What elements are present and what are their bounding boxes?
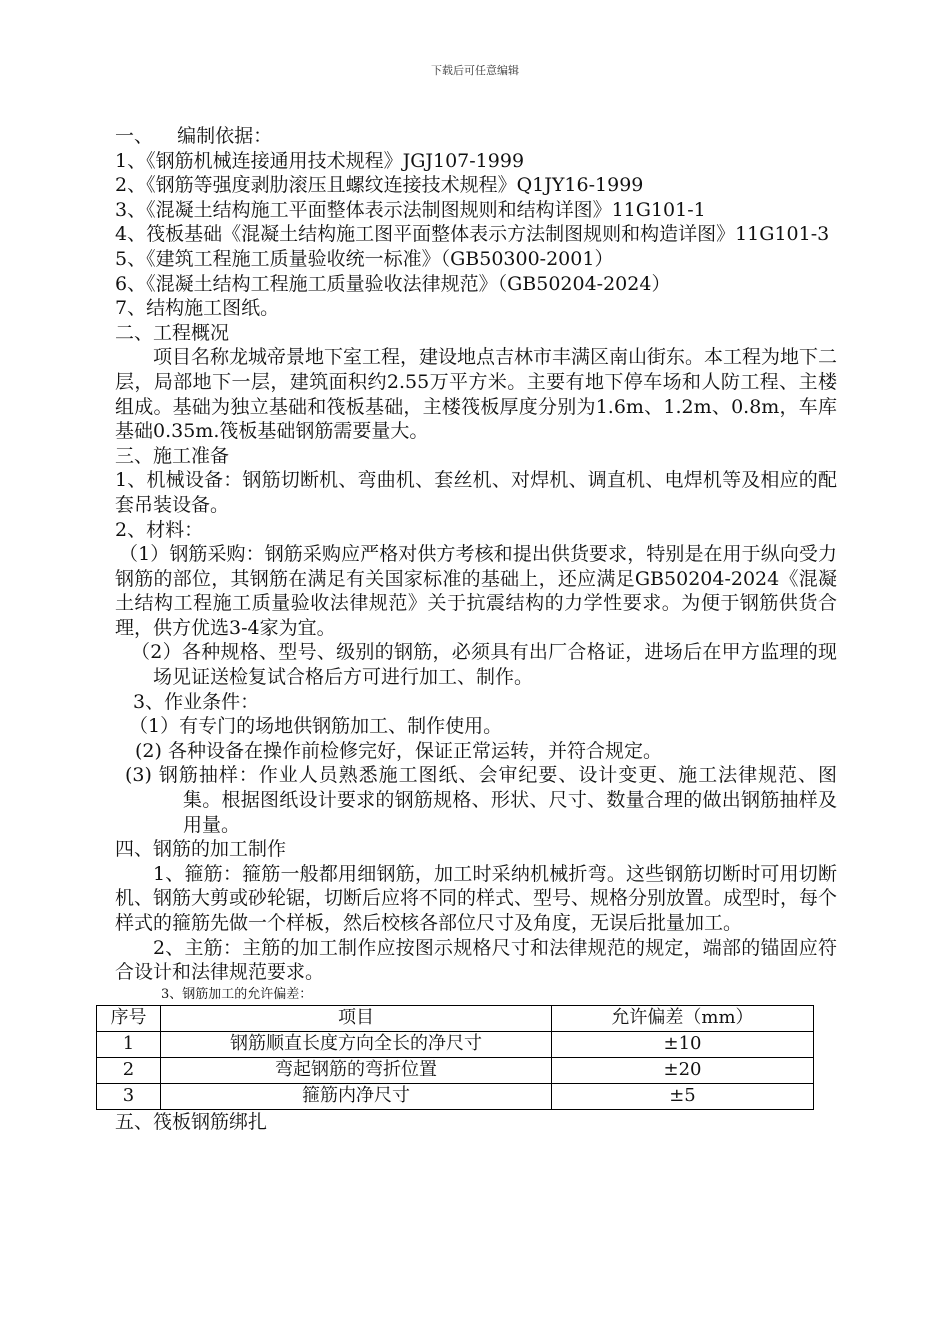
section-heading-overview: 二、工程概况	[115, 321, 230, 344]
section-heading-basis: 一、 编制依据：	[115, 125, 273, 147]
table-cell: 箍筋内净尺寸	[161, 1083, 552, 1109]
table-caption: 3、钢筋加工的允许偏差：	[161, 986, 313, 1002]
table-cell: ±5	[552, 1083, 814, 1109]
stirrup-paragraph: 1、箍筋：箍筋一般都用细钢筋，加工时采纳机械折弯。这些钢筋切断时可用切断机、钢筋大剪或砂轮锯，切断后应将不同的样式、型号、规格分别放置。成型时，每个样式的箍筋先做一个样板，然后校核各部位尺寸及角度，无误后批量加工。	[115, 862, 838, 934]
table-row	[97, 1057, 814, 1083]
table-row	[97, 1083, 814, 1109]
materials-title: 2、材料：	[115, 518, 204, 541]
document-body	[110, 124, 838, 1134]
materials-item-2: （2）各种规格、型号、级别的钢筋，必须具有出厂合格证，进场后在甲方监理的现场见证送检复试合格后方可进行加工、制作。	[131, 641, 837, 689]
basis-item: 2、《钢筋等强度剥肋滚压且螺纹连接技术规程》Q1JY16-1999	[115, 174, 644, 197]
conditions-item: （1）有专门的场地供钢筋加工、制作使用。	[129, 715, 503, 738]
column-header: 序号	[97, 1005, 161, 1031]
materials-item-1: （1）钢筋采购：钢筋采购应严格对供方考核和提出供货要求，特别是在用于纵向受力钢筋的部位，其钢筋在满足有关国家标准的基础上，还应满足GB50204-2024《混凝土结构工程施工质量验收法律规范》关于抗震结构的力学性要求。为便于钢筋供货合理，供方优选3-4家为宜。	[115, 543, 837, 639]
equipment-paragraph: 1、机械设备：钢筋切断机、弯曲机、套丝机、对焊机、调直机、电焊机等及相应的配套吊装设备。	[115, 469, 837, 516]
table-header-row	[97, 1005, 814, 1031]
conditions-item: (2) 各种设备在操作前检修完好，保证正常运转，并符合规定。	[135, 739, 662, 762]
table-cell: 3	[97, 1083, 161, 1109]
table-row	[97, 1031, 814, 1057]
table-cell: 1	[97, 1031, 161, 1057]
basis-item: 6、《混凝土结构工程施工质量验收法律规范》（GB50204-2024）	[115, 272, 671, 295]
table-cell: ±10	[552, 1031, 814, 1057]
overview-paragraph: 项目名称龙城帝景地下室工程，建设地点吉林市丰满区南山街东。本工程为地下二层，局部地下一层，建筑面积约2.55万平方米。主要有地下停车场和人防工程、主楼组成。基础为独立基础和筏板基础，主楼筏板厚度分别为1.6m、1.2m、0.8m，车库基础0.35m.筏板基础钢筋需要量大。	[115, 346, 838, 443]
basis-item: 5、《建筑工程施工质量验收统一标准》（GB50300-2001）	[115, 247, 614, 270]
basis-item: 3、《混凝土结构施工平面整体表示法制图规则和结构详图》11G101-1	[115, 198, 706, 221]
section-heading-raft-binding: 五、筏板钢筋绑扎	[115, 1110, 268, 1133]
basis-item: 4、筏板基础《混凝土结构施工图平面整体表示方法制图规则和构造详图》11G101-3	[115, 223, 830, 246]
tolerance-table	[96, 1005, 814, 1110]
table-cell: 钢筋顺直长度方向全长的净尺寸	[161, 1031, 552, 1057]
basis-item: 7、结构施工图纸。	[115, 297, 280, 320]
conditions-title: 3、作业条件：	[133, 690, 260, 713]
section-heading-processing: 四、钢筋的加工制作	[115, 838, 287, 861]
basis-item: 1、《钢筋机械连接通用技术规程》JGJ107-1999	[115, 149, 525, 172]
page-header-note: 下载后可任意编辑	[431, 64, 519, 77]
section-heading-preparation: 三、施工准备	[115, 444, 230, 467]
column-header: 项目	[161, 1005, 552, 1031]
conditions-item: (3) 钢筋抽样：作业人员熟悉施工图纸、会审纪要、设计变更、施工法律规范、图集。根据图纸设计要求的钢筋规格、形状、尺寸、数量合理的做出钢筋抽样及用量。	[125, 764, 837, 836]
table-cell: 弯起钢筋的弯折位置	[161, 1057, 552, 1083]
table-cell: ±20	[552, 1057, 814, 1083]
column-header: 允许偏差（mm）	[552, 1005, 814, 1031]
main-bar-paragraph: 2、主筋：主筋的加工制作应按图示规格尺寸和法律规范的规定，端部的锚固应符合设计和法律规范要求。	[115, 936, 837, 984]
table-cell: 2	[97, 1057, 161, 1083]
